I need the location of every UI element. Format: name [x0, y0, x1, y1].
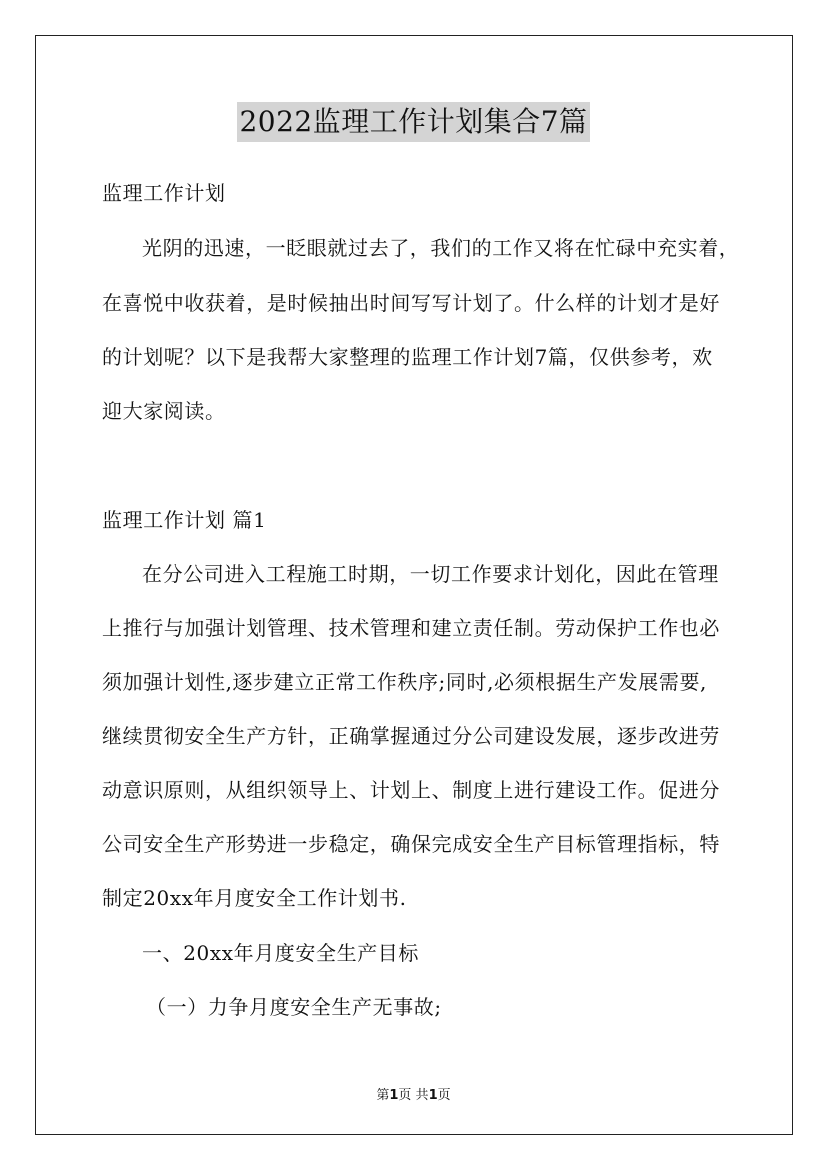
section-heading: 监理工作计划: [102, 181, 226, 205]
footer-total-pages: 1: [428, 1088, 438, 1103]
section-heading: 监理工作计划 篇1: [102, 508, 267, 532]
footer-suffix: 页: [437, 1088, 451, 1103]
footer-current-page: 1: [389, 1088, 399, 1103]
paragraph-line: 光阴的迅速，一眨眼就过去了，我们的工作又将在忙碌中充实着，: [142, 236, 740, 260]
paragraph-line: 继续贯彻安全生产方针，正确掌握通过分公司建设发展，逐步改进劳: [102, 724, 720, 748]
footer-mid: 页 共: [398, 1088, 429, 1103]
paragraph-line: 动意识原则，从组织领导上、计划上、制度上进行建设工作。促进分: [102, 778, 720, 802]
paragraph-line: 须加强计划性,逐步建立正常工作秩序;同时,必须根据生产发展需要,: [102, 670, 708, 694]
paragraph-line: 制定20xx年月度安全工作计划书.: [102, 886, 407, 910]
paragraph-line: 的计划呢？以下是我帮大家整理的监理工作计划7篇，仅供参考，欢: [102, 345, 713, 369]
paragraph-line: 公司安全生产形势进一步稳定，确保完成安全生产目标管理指标，特: [102, 832, 720, 856]
paragraph-line: 上推行与加强计划管理、技术管理和建立责任制。劳动保护工作也必: [102, 616, 720, 640]
list-item: （一）力争月度安全生产无事故;: [146, 995, 442, 1019]
paragraph-line: 在分公司进入工程施工时期，一切工作要求计划化，因此在管理: [142, 562, 719, 586]
subsection-heading: 一、20xx年月度安全生产目标: [142, 941, 420, 965]
document-title: 2022监理工作计划集合7篇: [237, 102, 589, 142]
footer-prefix: 第: [376, 1088, 390, 1103]
paragraph-line: 迎大家阅读。: [102, 399, 226, 423]
title-container: [0, 102, 827, 142]
page-footer: [0, 1084, 827, 1103]
paragraph-line: 在喜悦中收获着，是时候抽出时间写写计划了。什么样的计划才是好: [102, 291, 720, 315]
